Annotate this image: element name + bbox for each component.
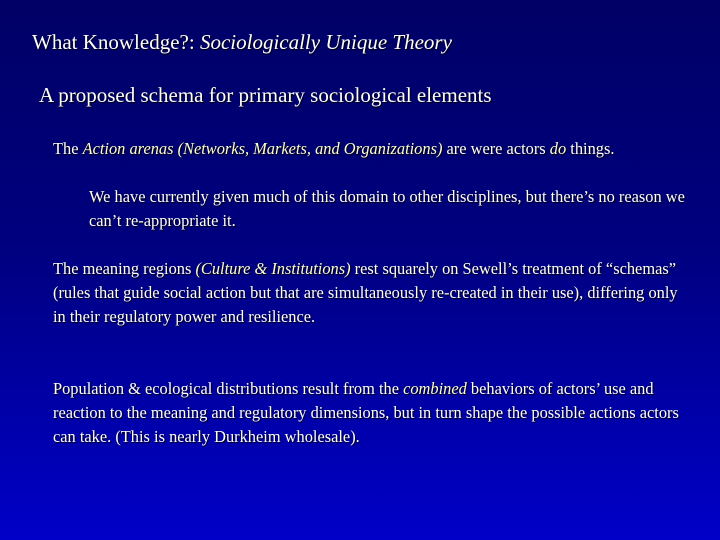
- p1-highlight-2: do: [549, 139, 567, 158]
- p2-text-1: The meaning regions: [53, 259, 196, 278]
- paragraph-action-arenas-subpoint: We have currently given much of this domain to other disciplines, but there’s no reason we can’t re-appropriate it.: [89, 187, 685, 230]
- p3-text-1: Population & ecological distributions result from the: [53, 379, 404, 398]
- paragraph-meaning-regions: [53, 257, 693, 329]
- p1-text-3: things.: [566, 139, 615, 158]
- p1-highlight-1: Action arenas (Networks, Markets, and Organizations): [82, 139, 443, 158]
- paragraph-action-arenas: [53, 137, 693, 161]
- title-italic: Sociologically Unique Theory: [199, 30, 452, 54]
- slide-title: [32, 30, 452, 55]
- p3-text-2: behaviors of actors’ use and reaction to the meaning and regulatory dimensions, but in turn shape the possible actions actors can take. (This is nearly Durkheim wholesale).: [53, 379, 679, 446]
- p2-highlight-1: (Culture & Institutions): [195, 259, 351, 278]
- title-plain: What Knowledge?:: [32, 30, 200, 54]
- p1-text-1: The: [53, 139, 83, 158]
- p3-highlight-1: combined: [403, 379, 467, 398]
- paragraph-population-distributions: [53, 377, 693, 449]
- slide-subtitle: A proposed schema for primary sociological elements: [39, 83, 492, 107]
- p2-text-2: rest squarely on Sewell’s treatment of “schemas” (rules that guide social action but that are simultaneously re-created in their use), differing only in their regulatory power and resilience.: [53, 259, 678, 326]
- p1-text-2: are were actors: [442, 139, 550, 158]
